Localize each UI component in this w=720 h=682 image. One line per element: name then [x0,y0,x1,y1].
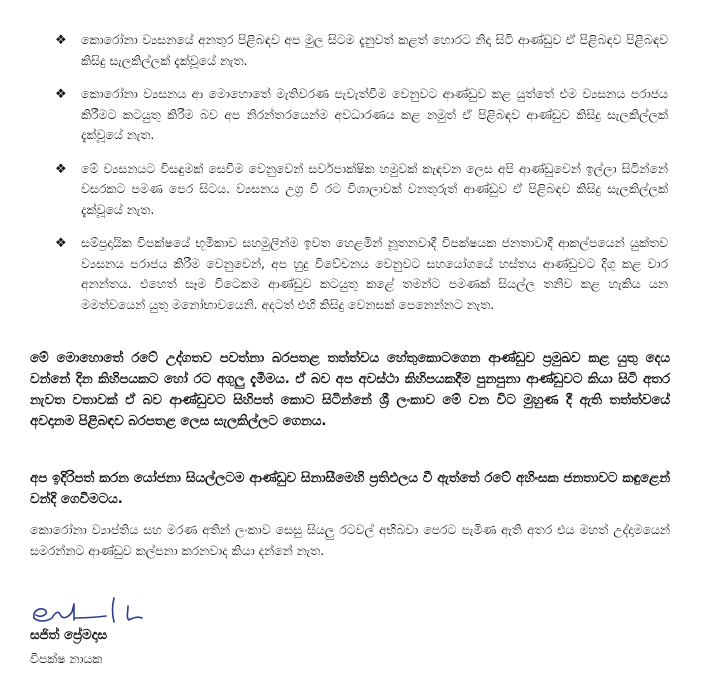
signatory-name: සජිත් ප්‍රේමදාස [30,628,108,643]
bullet-item [52,159,668,221]
diamond-bullet-icon: ❖ [55,161,67,177]
bold-paragraph-lockdown: මේ මොහොතේ රටේ උද්ගතව පවත්නා බරපතළ තත්ත්වය හේතුකොටගෙන ආණ්ඩුව ප්‍රමුඛව කළ යුතු දෙය වන්නේ දින කිහිපයකට හෝ රට අගුලු දැමීමය. ඒ බව අප අවස්ථා කිහිපයකදීම පුනපුනා ආණ්ඩුවට කියා සිටි අතර නැවත වතාවක් ඒ බව ආණ්ඩුවට සිහිපත් කොට සිටින්නේ ශ්‍රී ලංකාව මේ වන විට මුහුණ දී ඇති තත්ත්වයේ අවදානම පිළිබඳව බරපතළ ලෙස සැලකිල්ලට ගෙනය. [30,351,670,429]
bullet-text: කොරෝනා ව්‍යසනය ආ මොහොතේ මැතිවරණ පැවැත්වීම වෙනුවට ආණ්ඩුව කළ යුත්තේ එම ව්‍යසනය පරාජය කිරීමට කටයුතු කිරීම බව අප නිරන්තරයෙන්ම අවධාරණය කළ නමුත් ඒ පිළිබඳව ආණ්ඩුව කිසිදු සැලකිල්ලක් දැක්වූයේ නැත. [81,86,668,142]
bullet-text: කොරෝනා ව්‍යසනයේ අනතුර පිළිබඳව අප මුල සිටම දැනුවත් කළත් හොරට නිදා සිටි ආණ්ඩුව ඒ පිළිබඳව පිළිබඳව කිසිදු සැලකිල්ලක් දැක්වූයේ නැත. [81,32,668,68]
bullet-text: සම්ප්‍රදායික විපක්ෂයේ භූමිකාව සහමුලින්ම ඉවත හෙළමින් නූතනවාදී විපක්ෂයක ජනතාවාදී ආකල්පයෙන් යුක්තව ව්‍යසනය පරාජය කිරීම වෙනුවෙන්, අප හුදු විවේචනය වෙනුවට සහයෝගයේ හස්තය ආණ්ඩුවට දිගු කළ වාර අනන්තය. එහෙත් සෑම විටෙකම ආණ්ඩුව කටයුතු කළේ තමන්ට පමණක් සියල්ල තනිව කළ හැකිය යන මමත්වයෙන් යුතු මනෝභාවයෙනි. අදටත් එහි කිසිදු වෙනසක් පෙනෙන්නට නැත. [81,235,668,312]
bullet-item [52,30,668,71]
diamond-bullet-icon: ❖ [55,33,67,48]
bullet-item [52,233,668,315]
diamond-bullet-icon: ❖ [55,87,67,102]
bullet-text: මේ ව්‍යසනයට විසඳුමක් සෙවීම වෙනුවෙන් සර්වපාක්ෂික හමුවක් කැඳවන ලෙස අපි ආණ්ඩුවෙන් ඉල්ලා සිටින්නේ වසරකට පමණ පෙර සිටය. ව්‍යසනය උග්‍ර වී රට විශාලාවක් වනතුරුත් ආණ්ඩුව ඒ පිළිබඳව කිසිදු සැලකිල්ලක් දැක්වූයේ නැත. [81,160,668,217]
bold-paragraph-proposals: අප ඉදිරිපත් කරන යෝජනා සියල්ලටම ආණ්ඩුව සිනාසීමෙහි ප්‍රතිඵලය වී ඇත්තේ රටේ අහිංසක ජනතාවට කඳුළෙන් වන්දි ගෙවීමටය. [30,471,670,507]
bullet-list [52,30,668,328]
closing-paragraph: කොරෝනා ව්‍යාප්තිය සහ මරණ අතින් ලංකාව සෙසු සියලු රටවල් අභිබවා පෙරට පැමිණ ඇති අතර එය මහත් උද්දාමයෙන් සමරන්නට ආණ්ඩුව කල්පනා කරනවාද කියා දන්නේ නැත. [30,522,670,558]
signatory-title: විපක්ෂ නායක [30,652,103,666]
bullet-item [52,84,668,146]
handwritten-signature [28,596,158,630]
diamond-bullet-icon: ❖ [55,236,67,251]
